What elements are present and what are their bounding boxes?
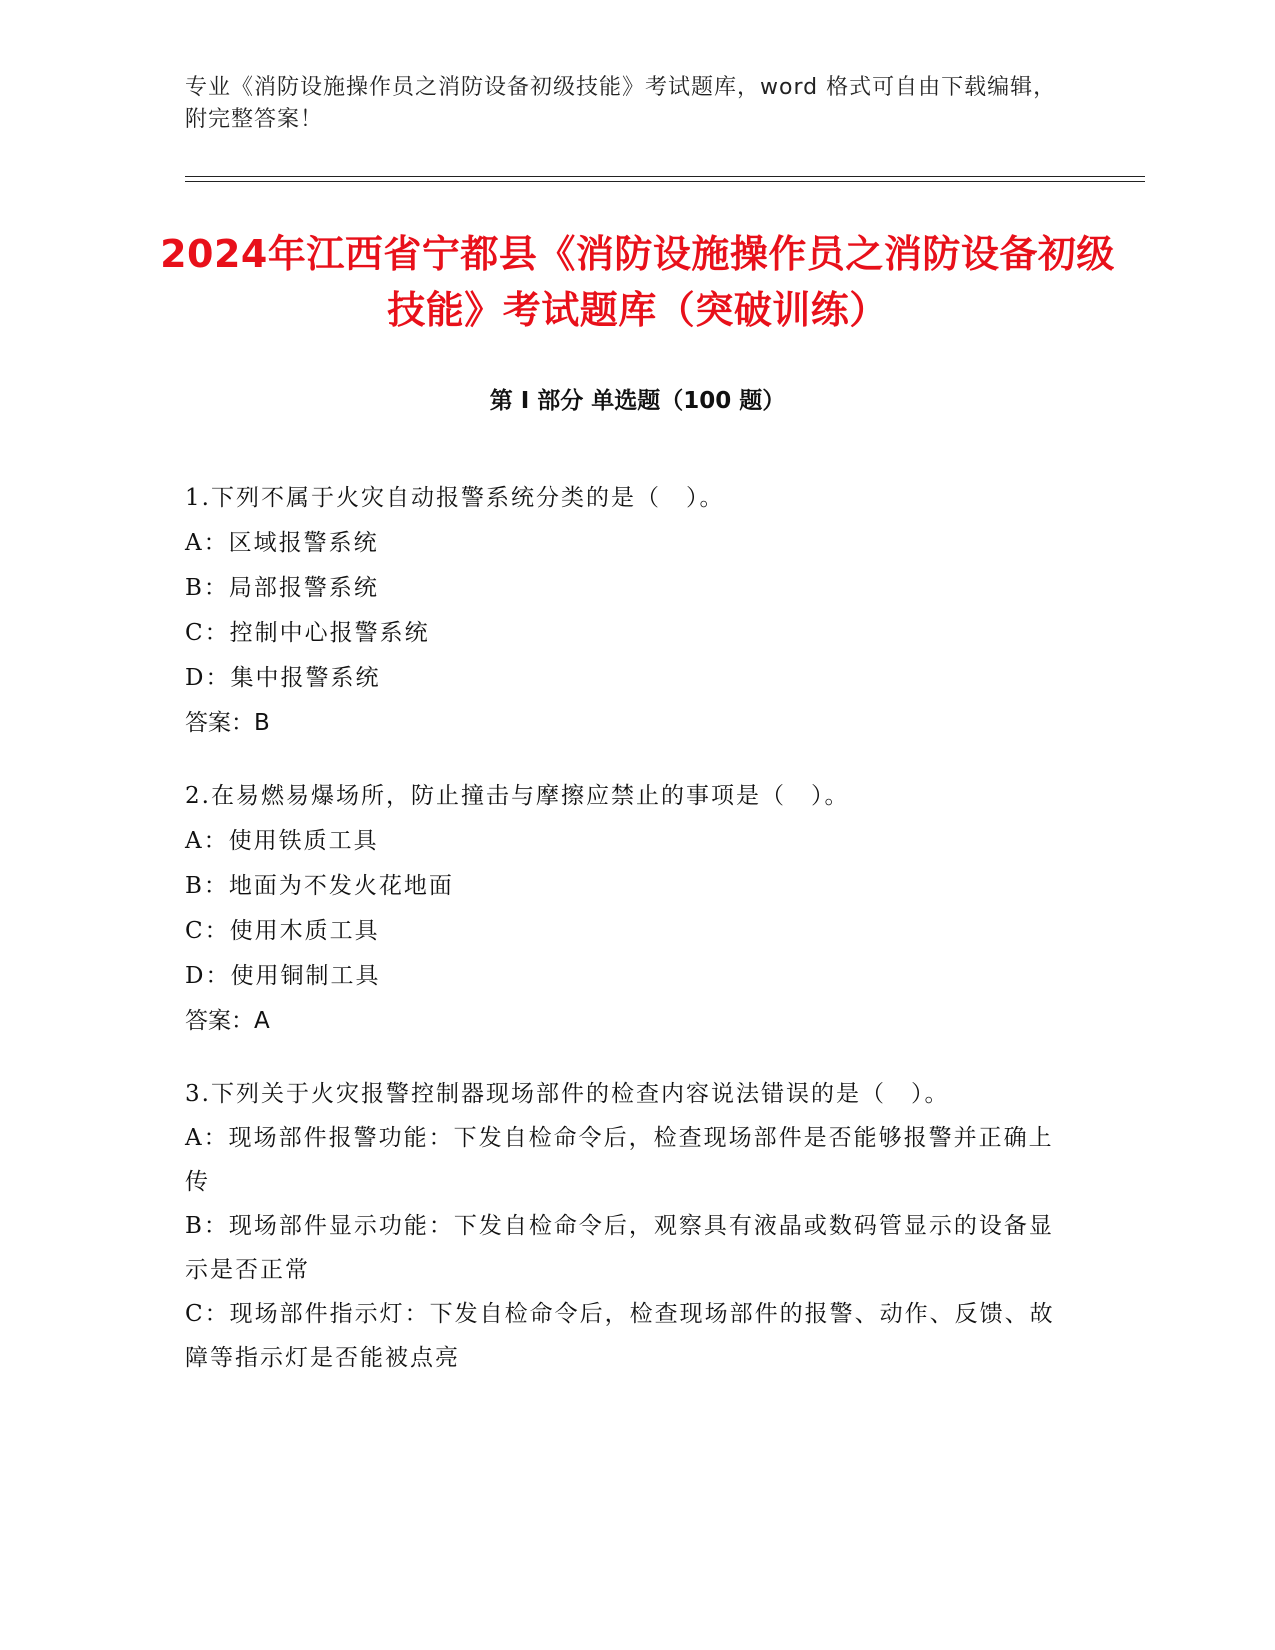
section-title: 第 I 部分 单选题（100 题） xyxy=(489,388,786,414)
option-b: B：局部报警系统 xyxy=(185,575,379,601)
answer: 答案：A xyxy=(185,1008,270,1034)
option-b: B：现场部件显示功能：下发自检命令后，观察具有液晶或数码管显示的设备显示是否正常 xyxy=(185,1213,1054,1283)
option-c: C：使用木质工具 xyxy=(185,918,380,944)
header-divider-top xyxy=(185,176,1145,177)
document-title: 2024年江西省宁都县《消防设施操作员之消防设备初级技能》考试题库（突破训练） xyxy=(160,232,1115,332)
question-stem: 2.在易燃易爆场所，防止撞击与摩擦应禁止的事项是（ ）。 xyxy=(185,783,850,809)
question-item xyxy=(185,774,1065,1044)
option-a: A：使用铁质工具 xyxy=(185,828,379,854)
question-stem: 1.下列不属于火灾自动报警系统分类的是（ ）。 xyxy=(185,485,725,511)
option-d: D：集中报警系统 xyxy=(185,665,381,691)
question-item xyxy=(185,1072,1065,1380)
answer: 答案：B xyxy=(185,710,270,736)
header-divider-bottom xyxy=(185,181,1145,182)
question-stem: 3.下列关于火灾报警控制器现场部件的检查内容说法错误的是（ ）。 xyxy=(185,1081,950,1107)
option-a: A：区域报警系统 xyxy=(185,530,379,556)
question-item xyxy=(185,476,1065,746)
header-note: 专业《消防设施操作员之消防设备初级技能》考试题库，word 格式可自由下载编辑，附完整答案！ xyxy=(185,75,1057,132)
question-list xyxy=(185,476,1065,1408)
option-c: C：现场部件指示灯：下发自检命令后，检查现场部件的报警、动作、反馈、故障等指示灯是否能被点亮 xyxy=(185,1301,1055,1371)
option-c: C：控制中心报警系统 xyxy=(185,620,430,646)
option-b: B：地面为不发火花地面 xyxy=(185,873,454,899)
option-a: A：现场部件报警功能：下发自检命令后，检查现场部件是否能够报警并正确上传 xyxy=(185,1125,1054,1195)
option-d: D：使用铜制工具 xyxy=(185,963,381,989)
